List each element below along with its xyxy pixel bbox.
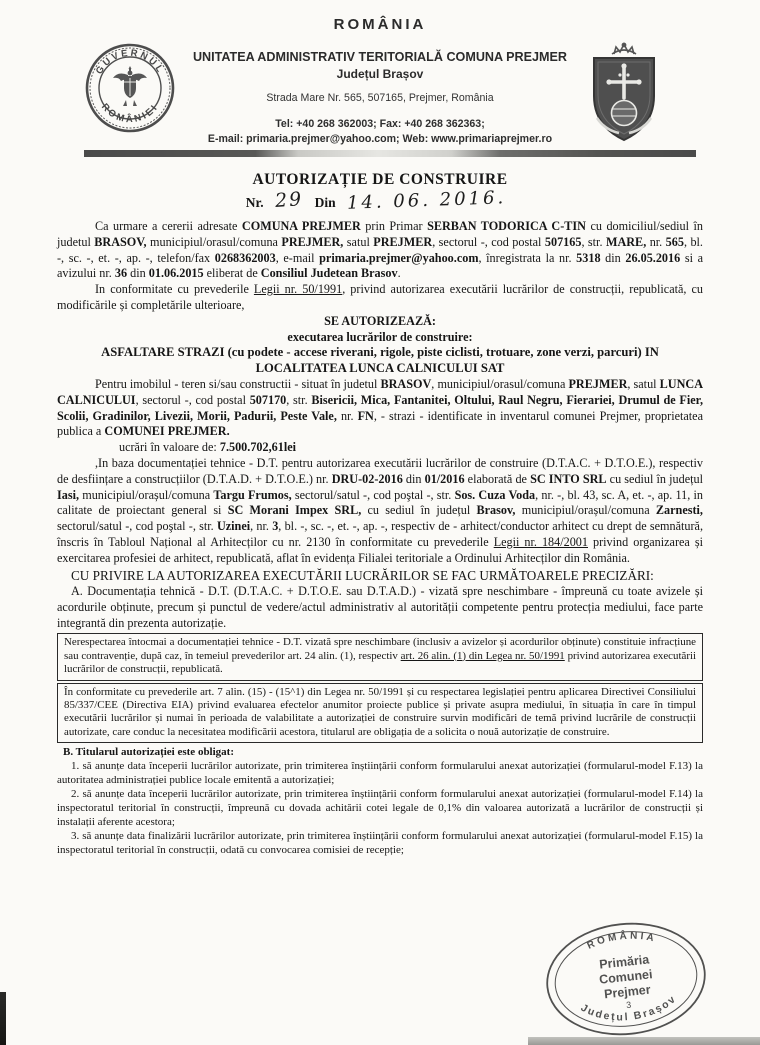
- obligation-item-3: 3. să anunțe data finalizării lucrărilor autorizate, prin trimiterea înștiințării conform formularului anexat autorizației (formularul-model F.15) la inspectoratul teritorial în construcții, odată cu convocarea comisiei de recepție;: [57, 829, 703, 856]
- din-label: Din: [314, 195, 336, 210]
- document-number-line: [0, 187, 760, 214]
- paragraph-property: Pentru imobilul - teren si/sau constructii - situat în judetul BRASOV, municipiul/orasul/comuna PREJMER, satul LUNCA CALNICULUI, sectorul -, cod postal 507170, str. Bisericii, Mica, Fantanitei, Oltului, Raul Negru, Fierariei, Drumul de Fier, Scolii, Gradinilor, Livezii, Morii, Padurii, Peste Vale, nr. FN, - strazi - identificate in inventarul comunei Prejmer, proprietatea publica a COMUNEI PREJMER.: [57, 376, 704, 439]
- svg-text:ROMÂNIA: [585, 925, 659, 952]
- prejmer-coat-of-arms-icon: [584, 42, 664, 159]
- issuer-address: Strada Mare Nr. 565, 507165, Prejmer, România: [266, 92, 494, 104]
- document-header: [0, 0, 760, 158]
- work-title: ASFALTARE STRAZI (cu podete - accese riverani, rigole, piste ciclisti, trotuare, zone verzi, parcuri) IN LOCALITATEA LUNCA CALNICULUI SAT: [101, 345, 659, 376]
- handwritten-number: 29: [274, 188, 304, 212]
- country-title: ROMÂNIA: [333, 16, 427, 33]
- svg-text:Județul Brașov: [578, 992, 681, 1028]
- round-official-stamp: [534, 909, 718, 1045]
- law-notice-box-2: În conformitate cu prevederile art. 7 alin. (15) - (15^1) din Legea nr. 50/1991 și cu respectarea legislației pentru aplicarea Directivei Consiliului 85/337/CEE (Directiva EIA) privind evaluarea efectelor anumitor proiecte publice și private asupra mediului, în situația în care în timpul executării lucrărilor și numai în perioada de valabilitate a autorizației de construire survin modificări de temă privind lucrările de construcții autorizate, care conduc la necesitatea modificării acestora, titularul are obligația de a solicita o nouă autorizație de construire.: [57, 683, 703, 744]
- section-b-obligations: [57, 746, 703, 857]
- scan-edge-artifact-bottom: [528, 1037, 760, 1045]
- authorize-subheading: executarea lucrărilor de construire:: [287, 329, 473, 344]
- paragraph-legal-basis: In conformitate cu prevederile Legii nr. 50/1991, privind autorizarea executării lucrărilor de construcții, republicată, cu modificările și completările ulterioare,: [57, 282, 703, 312]
- paragraph-request: Ca urmare a cererii adresate COMUNA PREJMER prin Primar SERBAN TODORICA C-TIN cu domiciliul/sediul în judetul BRASOV, municipiul/orasul/comuna PREJMER, satul PREJMER, sectorul -, cod postal 507165, str. MARE, nr. 565, bl. -, sc. -, et. -, ap. -, telefon/fax 0268362003, e-mail primaria.prejmer@yahoo.com, înregistrata la nr. 5318 din 26.05.2016 si a avizului nr. 36 din 01.06.2015 eliberat de Consiliul Judetean Brasov.: [57, 219, 704, 281]
- document-title: AUTORIZAȚIE DE CONSTRUIRE: [252, 171, 508, 188]
- document-body: [57, 219, 703, 858]
- stamp-arc-top: ROMÂNIA: [585, 930, 658, 952]
- handwritten-date: 14. 06. 2016.: [346, 187, 507, 214]
- authorize-heading: SE AUTORIZEAZĂ:: [324, 313, 436, 328]
- law-notice-box-1: Nerespectarea întocmai a documentației tehnice - D.T. vizată spre neschimbare (inclusiv a avizelor și acordurilor obținute) constituie infracțiune sau contravenție, după caz, în temeiul prevederilor art. 24 alin. (1), respectiv art. 26 alin. (1) din Legea nr. 50/1991 privind autorizarea executării lucrărilor de construcții, republicată.: [57, 633, 703, 680]
- paragraph-precizari: CU PRIVIRE LA AUTORIZAREA EXECUTĂRII LUCRĂRILOR SE FAC URMĂTOARELE PRECIZĂRI:: [71, 567, 654, 583]
- stamp-line-4: 3: [625, 999, 632, 1011]
- issuer-phone-fax: Tel: +40 268 362003; Fax: +40 268 362363;: [275, 118, 485, 130]
- seal-text-bottom: ROMÂNIEI: [98, 101, 161, 126]
- paragraph-documentation: ,In baza documentației tehnice - D.T. pentru autorizarea executării lucrărilor de construire (D.T.A.C. + D.T.O.E.), respectiv de desființare a construcțiilor (D.T.A.D. + D.T.O.E.) nr. DRU-02-2016 din 01/2016 elaborată de SC INTO SRL cu sediul în județul Iasi, municipiul/orașul/comuna Targu Frumos, sectorul/satul -, cod poştal -, str. Sos. Cuza Voda, nr. -, bl. 43, sc. A, et. -, ap. 11, in calitate de proiectant general si SC Morani Impex SRL, cu sediul în județul Brasov, municipiul/orașul/comuna Zarnesti, sectorul/satul -, cod poştal -, str. Uzinei, nr. 3, bl. -, sc. -, et. -, ap. -, respectiv de - arhitect/conductor arhitect cu drept de semnătură, înscris în Tabloul Național al Arhitecților cu nr. 2130 în conformitate cu prevederile Legii nr. 184/2001 privind organizarea și exercitarea profesiei de arhitect, republicată, aflat în evidența Filialei teritoriale a Ordinului Arhitecților din România.: [57, 455, 704, 565]
- header-divider-bar: [84, 150, 696, 157]
- paragraph-a-documentation: A. Documentația tehnică - D.T. (D.T.A.C. + D.T.O.E. sau D.T.A.D.) - vizată spre neschimbare - împreună cu toate avizele și acordurile obținute, precum și punctul de vedere/actul administrativ al autorității competente pentru protecția mediului, face parte integrantă din prezenta autorizație.: [57, 584, 703, 630]
- scan-edge-artifact-left: [0, 992, 6, 1045]
- section-b-heading: B. Titularul autorizației este obligat:: [63, 746, 234, 759]
- issuer-name: UNITATEA ADMINISTRATIV TERITORIALĂ COMUNA PREJMER: [192, 50, 568, 64]
- obligation-item-2: 2. să anunțe data începerii lucrărilor autorizate, prin trimiterea înștiințării conform formularului anexat autorizației (formularul-model F.14) la inspectoratul teritorial în construcții, împreună cu dovada achitării cotei legale de 0,1% din valoarea autorizată a lucrărilor de construcții și instalații aferente acestora;: [57, 787, 703, 828]
- stamp-line-3: Prejmer: [603, 982, 652, 1002]
- issuer-county: Județul Brașov: [336, 67, 424, 81]
- stamp-line-1: Primăria: [598, 952, 650, 972]
- works-value-line: ucrări în valoare de: 7.500.702,61lei: [119, 440, 297, 455]
- issuer-block: [150, 50, 610, 145]
- issuer-email-web: E-mail: primaria.prejmer@yahoo.com; Web: www.primariaprejmer.ro: [207, 133, 553, 145]
- stamp-line-2: Comunei: [598, 967, 654, 987]
- stamp-arc-bottom: Județul Brașov: [578, 992, 680, 1024]
- title-block: [0, 171, 760, 212]
- obligation-item-1: 1. să anunțe data începerii lucrărilor autorizate, prin trimiterea înștiințării conform formularului anexat autorizației (formularul-model F.13) la autoritatea administrației publice locale emitentă a autorizației;: [57, 760, 703, 787]
- seal-text-top: GUVERNUL: [93, 47, 167, 77]
- nr-label: Nr.: [245, 195, 264, 210]
